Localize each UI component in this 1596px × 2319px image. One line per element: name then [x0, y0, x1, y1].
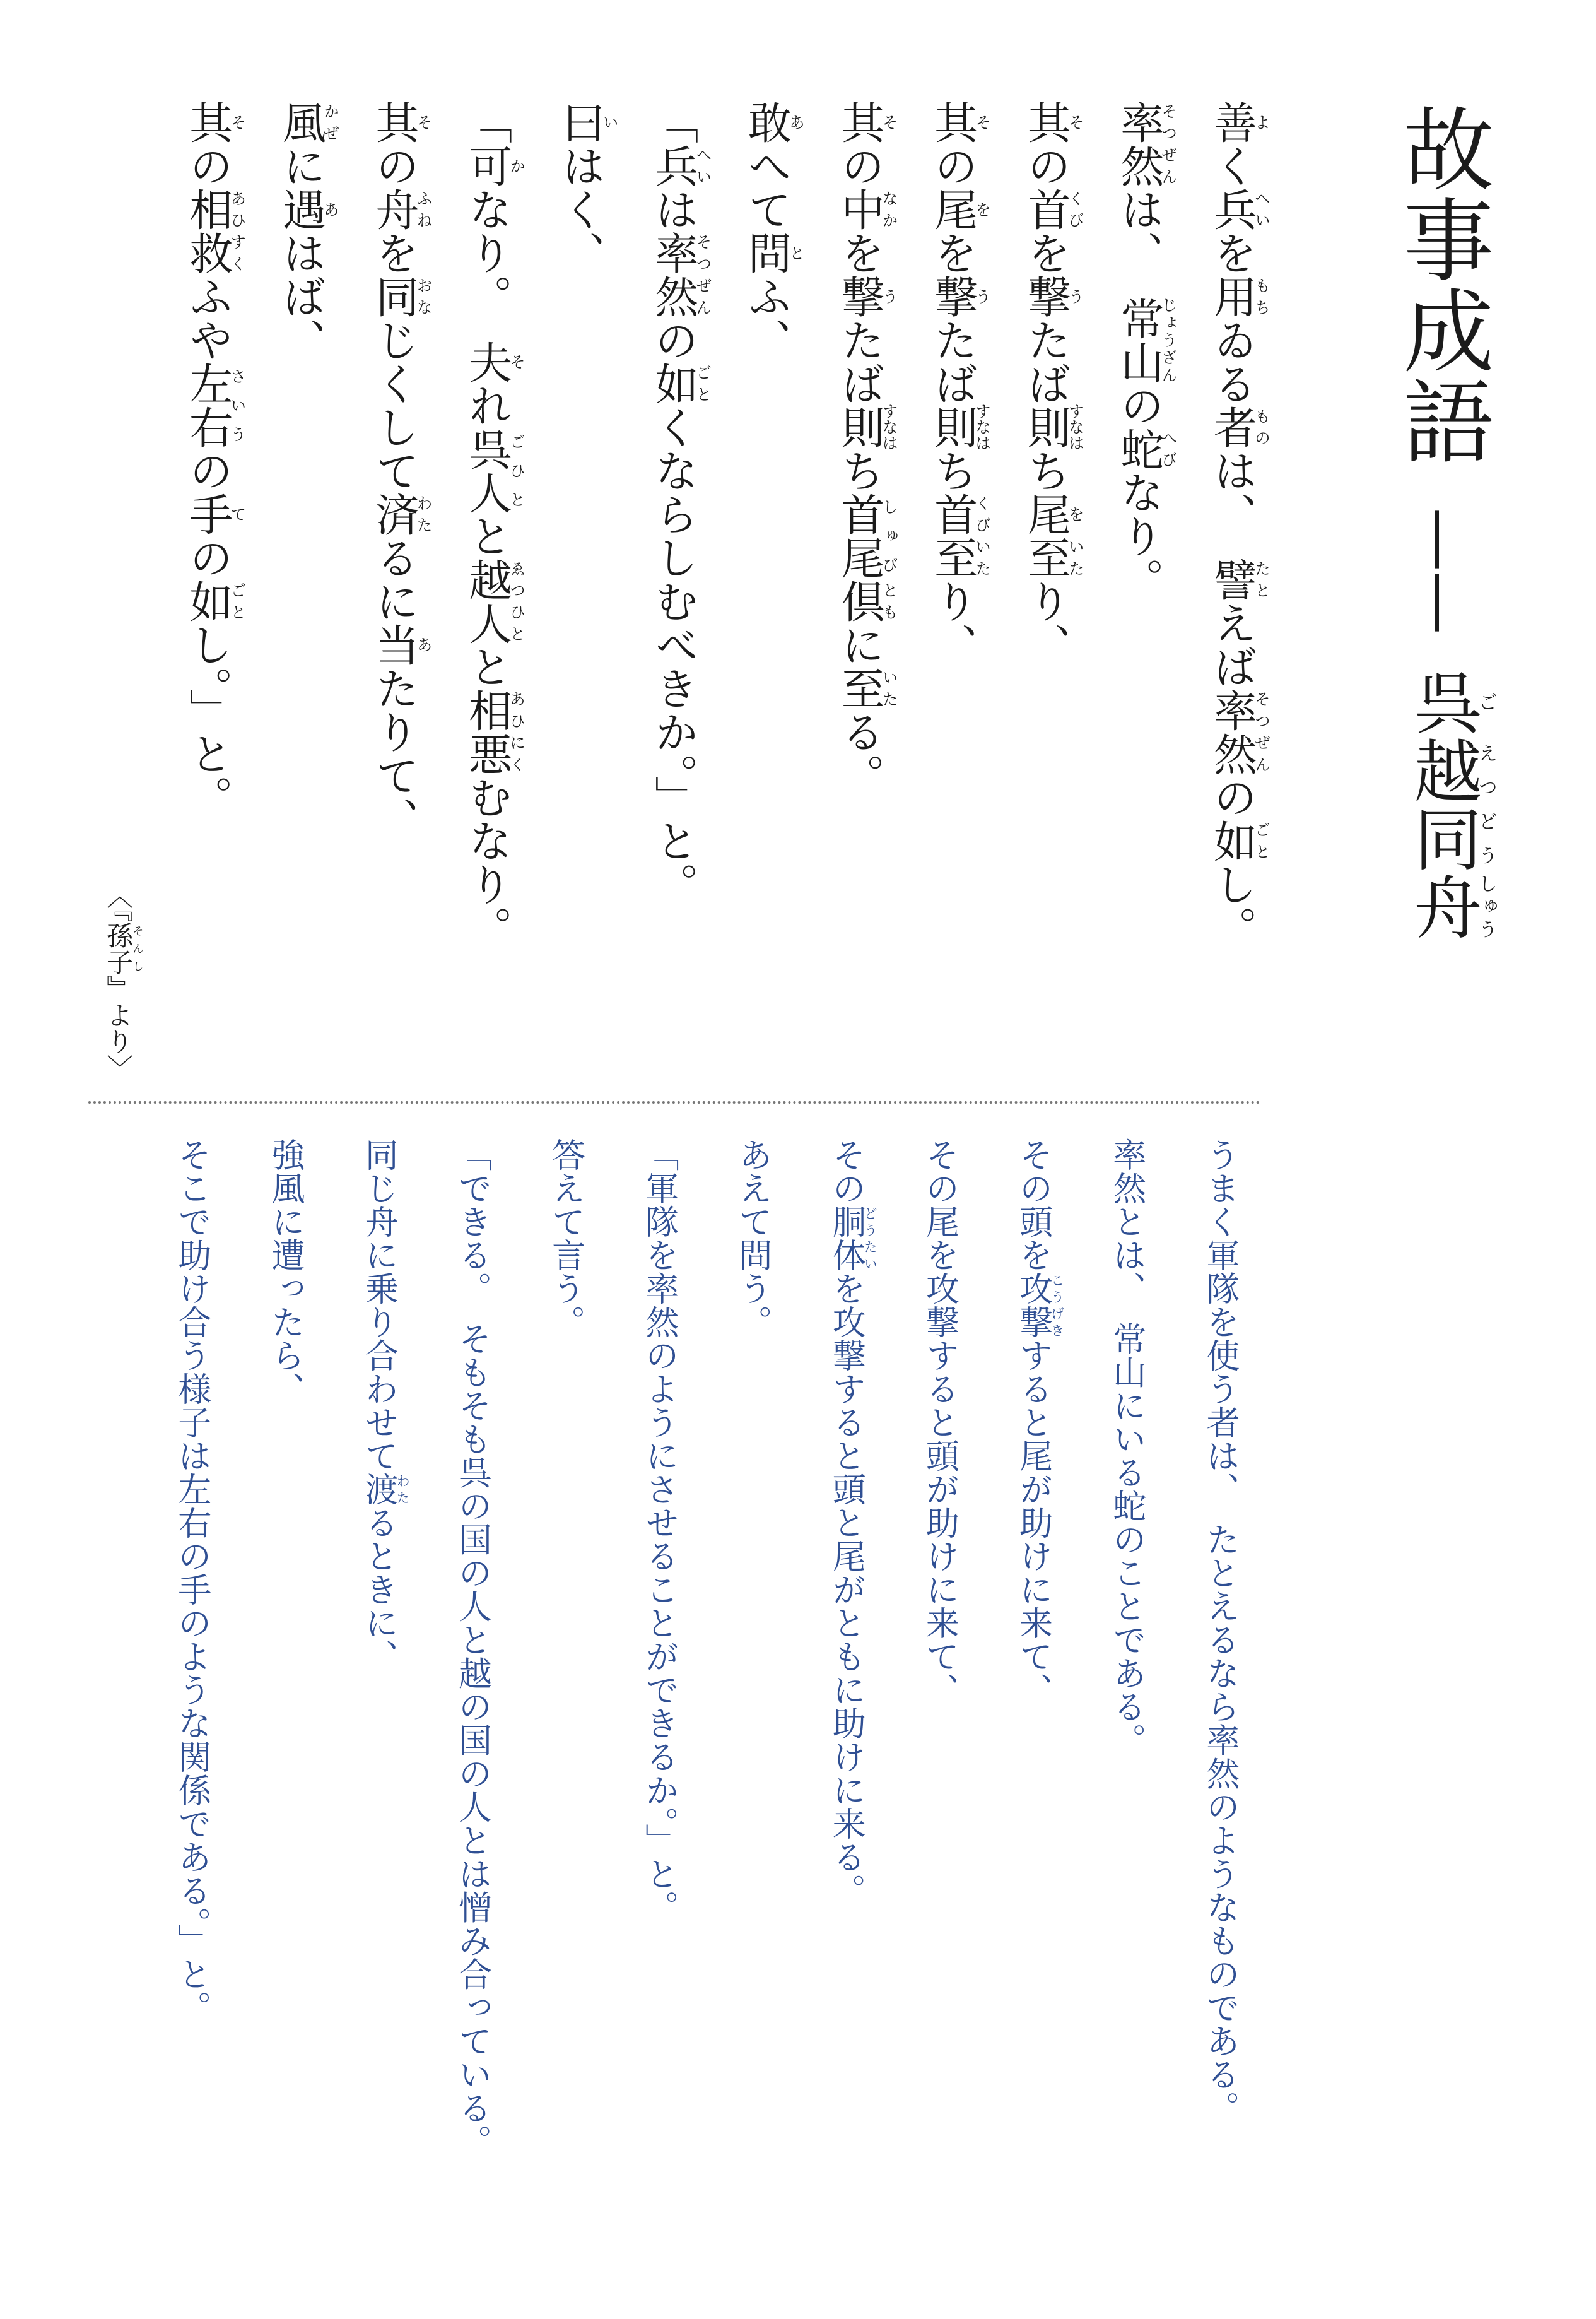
- furigana: じょうざん: [1159, 296, 1178, 384]
- ruby-base-text: 相救: [182, 187, 233, 274]
- furigana: すなは: [973, 403, 992, 451]
- furigana: こうげき: [1049, 1272, 1065, 1338]
- furigana: いた: [1066, 536, 1085, 579]
- text-segment: むなり。: [461, 775, 512, 950]
- ruby-base-text: 其: [368, 100, 419, 144]
- text-segment: り、: [927, 579, 978, 666]
- original-text-column: [812, 100, 905, 797]
- furigana: しゅび: [880, 492, 899, 579]
- ruby-base-text: 首尾: [833, 492, 884, 579]
- text-segment: そこで助け合う様子は左右の手のような関係である。」と。: [172, 1138, 211, 2024]
- ruby-group: [927, 100, 992, 144]
- furigana: どう: [1475, 804, 1497, 872]
- ruby-base-text: 蛇: [1113, 427, 1164, 471]
- text-segment: の: [833, 144, 884, 187]
- ruby-base-text: 当: [368, 623, 419, 666]
- furigana: そつぜん: [1252, 688, 1271, 776]
- text-segment: の: [1113, 383, 1164, 427]
- ruby-base-text: 尾: [1019, 492, 1071, 536]
- ruby-base-text: 越: [1402, 736, 1481, 804]
- translation-text-column: [706, 1138, 799, 1338]
- ruby-base-text: 則: [927, 403, 978, 451]
- furigana: すなは: [880, 403, 899, 451]
- furigana: へい: [1252, 187, 1271, 231]
- ruby-group: [833, 492, 899, 579]
- ruby-group: [182, 579, 247, 623]
- ruby-base-text: 相悪: [461, 688, 512, 776]
- text-segment: 率然とは、 常山にいる蛇のことである。: [1107, 1138, 1146, 1757]
- furigana: う: [973, 274, 992, 318]
- ruby-base-text: 其: [1019, 100, 1071, 144]
- ruby-group: [368, 492, 433, 536]
- ruby-base-text: 撃: [1019, 274, 1071, 318]
- text-segment: 』より〉: [103, 975, 134, 1081]
- text-segment: くならしむべきか。」と。: [647, 405, 698, 906]
- ruby-base-text: 則: [833, 403, 884, 451]
- ruby-group: [1402, 804, 1497, 872]
- text-segment: れ: [461, 383, 512, 427]
- text-segment: たりて、: [368, 666, 419, 841]
- furigana: ごと: [228, 579, 247, 623]
- ruby-base-text: 同: [368, 274, 419, 318]
- furigana: そ: [228, 100, 247, 144]
- text-segment: なり。: [1113, 470, 1164, 601]
- ruby-base-text: 用: [1206, 274, 1257, 318]
- text-segment: るときに、: [360, 1506, 399, 1673]
- ruby-group: [647, 362, 712, 405]
- section-divider: [88, 1101, 1260, 1104]
- ruby-base-text: 譬: [1206, 557, 1257, 601]
- furigana: どうたい: [862, 1205, 879, 1272]
- text-segment: を: [1206, 231, 1257, 274]
- ruby-group: [103, 922, 144, 975]
- ruby-group: [275, 187, 340, 231]
- ruby-group: [1019, 403, 1085, 451]
- furigana: あひすく: [228, 187, 247, 274]
- text-segment: の: [1206, 775, 1257, 819]
- text-segment: たば: [833, 318, 884, 405]
- ruby-group: [182, 187, 247, 274]
- furigana: へい: [693, 144, 712, 187]
- furigana: くび: [973, 492, 992, 536]
- text-segment: を: [368, 231, 419, 274]
- ruby-group: [1206, 688, 1271, 776]
- text-segment: 答えて言う。: [546, 1138, 585, 1338]
- furigana: ごと: [693, 362, 712, 405]
- original-text-column: [905, 100, 999, 666]
- text-segment: を: [927, 231, 978, 274]
- original-text-section: [160, 100, 1277, 996]
- ruby-group: [1019, 274, 1085, 318]
- source-citation: [93, 882, 143, 1081]
- title-dash: ——: [1405, 508, 1479, 634]
- ruby-group: [554, 100, 619, 144]
- furigana: くび: [1066, 187, 1085, 231]
- furigana: わた: [414, 492, 433, 536]
- text-segment: ち: [1019, 449, 1071, 492]
- ruby-base-text: 尾: [927, 187, 978, 231]
- ruby-group: [1402, 668, 1497, 736]
- ruby-base-text: 至: [833, 666, 884, 710]
- translation-text-column: [332, 1138, 425, 1673]
- translation-text-column: [799, 1138, 893, 1907]
- ruby-group: [182, 362, 247, 449]
- text-segment: と: [461, 514, 512, 558]
- ruby-base-text: 曰: [554, 100, 605, 144]
- ruby-base-text: 率然: [1206, 688, 1257, 776]
- ruby-group: [833, 579, 899, 623]
- ruby-group: [1019, 492, 1085, 536]
- ruby-group: [1019, 536, 1085, 579]
- text-segment: たば: [1019, 318, 1071, 405]
- translation-text-column: [1080, 1138, 1173, 1757]
- text-segment: し。: [1206, 862, 1257, 950]
- furigana: ゑつひと: [507, 557, 526, 645]
- ruby-group: [927, 187, 992, 231]
- furigana: と: [787, 231, 806, 274]
- furigana: さいう: [228, 362, 247, 449]
- text-segment: 「軍隊を率然のようにさせることができるか。」と。: [640, 1138, 679, 1924]
- original-text-column: [253, 100, 346, 362]
- original-text-column: [626, 100, 719, 906]
- furigana: そ: [880, 100, 899, 144]
- text-segment: は、: [1113, 187, 1164, 297]
- furigana: とも: [880, 579, 899, 623]
- ruby-base-text: 舟: [368, 187, 419, 231]
- furigana: ごと: [1252, 818, 1271, 863]
- text-segment: 「: [647, 100, 698, 144]
- ruby-base-text: 孫子: [103, 922, 134, 975]
- text-segment: る。: [833, 710, 884, 797]
- translation-text-column: [893, 1138, 986, 1706]
- ruby-group: [1019, 187, 1085, 231]
- original-text-column: [532, 100, 626, 274]
- ruby-group: [461, 339, 526, 384]
- furigana: ごひと: [507, 427, 526, 514]
- text-segment: はく、: [554, 144, 605, 274]
- ruby-base-text: 率然: [1113, 100, 1164, 187]
- ruby-group: [833, 100, 899, 144]
- text-segment: その尾を攻撃すると頭が助けに来て、: [920, 1138, 959, 1706]
- page-title: 故事成語: [1388, 102, 1494, 466]
- translation-section: [144, 1138, 1267, 2210]
- furigana: そ: [414, 100, 433, 144]
- ruby-group: [368, 274, 433, 318]
- furigana: か: [507, 144, 526, 187]
- ruby-base-text: 夫: [461, 339, 512, 384]
- translation-text-column: [613, 1138, 706, 1924]
- text-segment: るに: [368, 536, 419, 623]
- ruby-base-text: 舟: [1402, 872, 1481, 940]
- ruby-base-text: 倶: [833, 579, 884, 623]
- furigana: あ: [321, 187, 340, 231]
- text-segment: えば: [1206, 601, 1257, 688]
- ruby-group: [368, 187, 433, 231]
- ruby-group: [741, 100, 806, 144]
- furigana: かぜ: [321, 100, 340, 144]
- ruby-base-text: 如: [182, 579, 233, 623]
- furigana: う: [1066, 274, 1085, 318]
- ruby-group: [461, 144, 526, 187]
- furigana: い: [601, 100, 619, 144]
- ruby-base-text: 撃: [927, 274, 978, 318]
- original-text-column: [719, 100, 812, 362]
- text-segment: の: [182, 536, 233, 579]
- text-segment: 同じ舟に乗り合わせて: [360, 1138, 399, 1472]
- original-text-column: [1091, 100, 1185, 601]
- text-segment: の: [1019, 144, 1071, 187]
- ruby-base-text: 中: [833, 187, 884, 231]
- text-segment: は、: [1206, 449, 1257, 558]
- ruby-group: [1113, 427, 1178, 471]
- translation-text-column: [986, 1138, 1079, 1706]
- furigana: う: [880, 274, 899, 318]
- text-segment: の: [182, 449, 233, 492]
- original-text-column: [346, 100, 440, 841]
- furigana: を: [973, 187, 992, 231]
- ruby-group: [927, 274, 992, 318]
- ruby-base-text: 至: [927, 536, 978, 579]
- ruby-group: [827, 1205, 879, 1272]
- ruby-group: [461, 557, 526, 645]
- ruby-base-text: 如: [647, 362, 698, 405]
- ruby-base-text: 其: [182, 100, 233, 144]
- text-segment: の: [647, 318, 698, 362]
- furigana: ふね: [414, 187, 433, 231]
- ruby-group: [461, 427, 526, 514]
- text-segment: すると尾が助けに来て、: [1014, 1338, 1053, 1706]
- ruby-base-text: 撃: [833, 274, 884, 318]
- text-segment: 「: [461, 100, 512, 144]
- idiom-title: [1385, 668, 1498, 940]
- text-segment: 「できる。 そもそも呉の国の人と越の国の人とは憎み合っている。: [453, 1138, 492, 2158]
- ruby-group: [833, 666, 899, 710]
- ruby-group: [275, 100, 340, 144]
- ruby-group: [1206, 405, 1271, 449]
- ruby-base-text: 至: [1019, 536, 1071, 579]
- ruby-group: [833, 403, 899, 451]
- ruby-group: [1206, 818, 1271, 863]
- ruby-base-text: 常山: [1113, 296, 1164, 384]
- furigana: よ: [1252, 100, 1271, 144]
- ruby-base-text: 渡: [360, 1472, 399, 1506]
- furigana: えつ: [1475, 736, 1497, 804]
- furigana: そ: [973, 100, 992, 144]
- ruby-base-text: 其: [927, 100, 978, 144]
- ruby-base-text: 同: [1402, 804, 1481, 872]
- furigana: たと: [1252, 557, 1271, 601]
- text-segment: を: [833, 231, 884, 274]
- furigana: すなは: [1066, 403, 1085, 451]
- ruby-group: [1019, 100, 1085, 144]
- text-segment: ふ、: [741, 274, 791, 362]
- text-segment: 〈『: [103, 882, 134, 922]
- ruby-base-text: 左右: [182, 362, 233, 449]
- ruby-base-text: 可: [461, 144, 512, 187]
- original-text-column: [1184, 100, 1277, 950]
- text-segment: に: [833, 623, 884, 666]
- text-segment: あえて問う。: [734, 1138, 772, 1338]
- text-segment: 強風に遭ったら、: [266, 1138, 305, 1405]
- ruby-group: [1402, 736, 1497, 804]
- furigana: もの: [1252, 405, 1271, 449]
- text-segment: うまく軍隊を使う者は、 たとえるなら率然のようなものである。: [1201, 1138, 1240, 2125]
- text-segment: その頭を: [1014, 1138, 1053, 1272]
- ruby-group: [647, 231, 712, 318]
- text-segment: の: [182, 144, 233, 187]
- text-segment: ち: [833, 449, 884, 492]
- ruby-base-text: 其: [833, 100, 884, 144]
- ruby-group: [741, 231, 806, 274]
- ruby-group: [1113, 100, 1178, 187]
- ruby-group: [1402, 872, 1497, 940]
- furigana: そつぜん: [693, 231, 712, 318]
- text-segment: に: [275, 144, 326, 187]
- ruby-base-text: 攻撃: [1014, 1272, 1053, 1338]
- ruby-base-text: 兵: [647, 144, 698, 187]
- ruby-base-text: 率然: [647, 231, 698, 318]
- ruby-group: [833, 274, 899, 318]
- furigana: なか: [880, 187, 899, 231]
- ruby-group: [368, 100, 433, 144]
- text-segment: その: [827, 1138, 866, 1205]
- furigana: そ: [1066, 100, 1085, 144]
- furigana: へび: [1159, 427, 1178, 471]
- furigana: あ: [787, 100, 806, 144]
- ruby-base-text: 手: [182, 492, 233, 536]
- original-text-column: [998, 100, 1091, 666]
- translation-text-column: [519, 1138, 612, 1338]
- ruby-group: [927, 536, 992, 579]
- ruby-group: [927, 403, 992, 451]
- text-segment: はば、: [275, 231, 326, 362]
- furigana: そんし: [131, 922, 144, 975]
- text-segment: を攻撃すると頭と尾がともに助けに来る。: [827, 1272, 866, 1907]
- ruby-base-text: 呉人: [461, 427, 512, 514]
- ruby-base-text: 問: [741, 231, 791, 274]
- ruby-base-text: 呉: [1402, 668, 1481, 736]
- text-segment: の: [368, 144, 419, 187]
- furigana: わた: [395, 1472, 411, 1506]
- ruby-base-text: 越人: [461, 557, 512, 645]
- ruby-base-text: 則: [1019, 403, 1071, 451]
- furigana: そ: [507, 339, 526, 384]
- ruby-group: [833, 187, 899, 231]
- original-text-column: [440, 100, 533, 950]
- ruby-group: [182, 100, 247, 144]
- ruby-group: [1206, 100, 1271, 144]
- ruby-base-text: 遇: [275, 187, 326, 231]
- text-segment: り、: [1019, 579, 1071, 666]
- ruby-base-text: 兵: [1206, 187, 1257, 231]
- text-segment: ち: [927, 449, 978, 492]
- ruby-group: [647, 144, 712, 187]
- translation-text-column: [425, 1138, 519, 2158]
- furigana: しゅう: [1475, 872, 1497, 940]
- ruby-base-text: 敢: [741, 100, 791, 144]
- furigana: あ: [414, 623, 433, 666]
- translation-text-column: [238, 1138, 332, 1405]
- translation-text-column: [145, 1138, 238, 2024]
- ruby-base-text: 善: [1206, 100, 1257, 144]
- translation-text-column: [1173, 1138, 1267, 2125]
- text-segment: を: [1019, 231, 1071, 274]
- furigana: ご: [1475, 668, 1497, 736]
- ruby-group: [182, 492, 247, 536]
- ruby-group: [461, 688, 526, 776]
- text-segment: は: [647, 187, 698, 231]
- text-segment: ふや: [182, 274, 233, 362]
- ruby-base-text: 風: [275, 100, 326, 144]
- text-segment: く: [1206, 144, 1257, 187]
- ruby-group: [1206, 187, 1271, 231]
- text-segment: と: [461, 644, 512, 688]
- ruby-group: [1113, 296, 1178, 384]
- ruby-group: [1014, 1272, 1065, 1338]
- ruby-base-text: 首: [927, 492, 978, 536]
- ruby-group: [927, 492, 992, 536]
- text-segment: の: [927, 144, 978, 187]
- text-segment: し。」と。: [182, 623, 233, 819]
- original-text-column: [160, 100, 254, 819]
- ruby-group: [368, 623, 433, 666]
- furigana: を: [1066, 492, 1085, 536]
- furigana: て: [228, 492, 247, 536]
- ruby-group: [1206, 274, 1271, 318]
- furigana: もち: [1252, 274, 1271, 318]
- text-segment: たば: [927, 318, 978, 405]
- text-segment: ゐる: [1206, 318, 1257, 405]
- ruby-group: [360, 1472, 411, 1506]
- ruby-base-text: 胴体: [827, 1205, 866, 1272]
- ruby-group: [1206, 557, 1271, 601]
- text-segment: じくして: [368, 318, 419, 492]
- ruby-base-text: 首: [1019, 187, 1071, 231]
- furigana: いた: [973, 536, 992, 579]
- furigana: あひにく: [507, 688, 526, 776]
- text-segment: なり。: [461, 187, 512, 340]
- furigana: そつぜん: [1159, 100, 1178, 187]
- furigana: おな: [414, 274, 433, 318]
- ruby-base-text: 如: [1206, 818, 1257, 863]
- ruby-base-text: 済: [368, 492, 419, 536]
- text-segment: へて: [741, 144, 791, 231]
- ruby-base-text: 者: [1206, 405, 1257, 449]
- furigana: いた: [880, 666, 899, 710]
